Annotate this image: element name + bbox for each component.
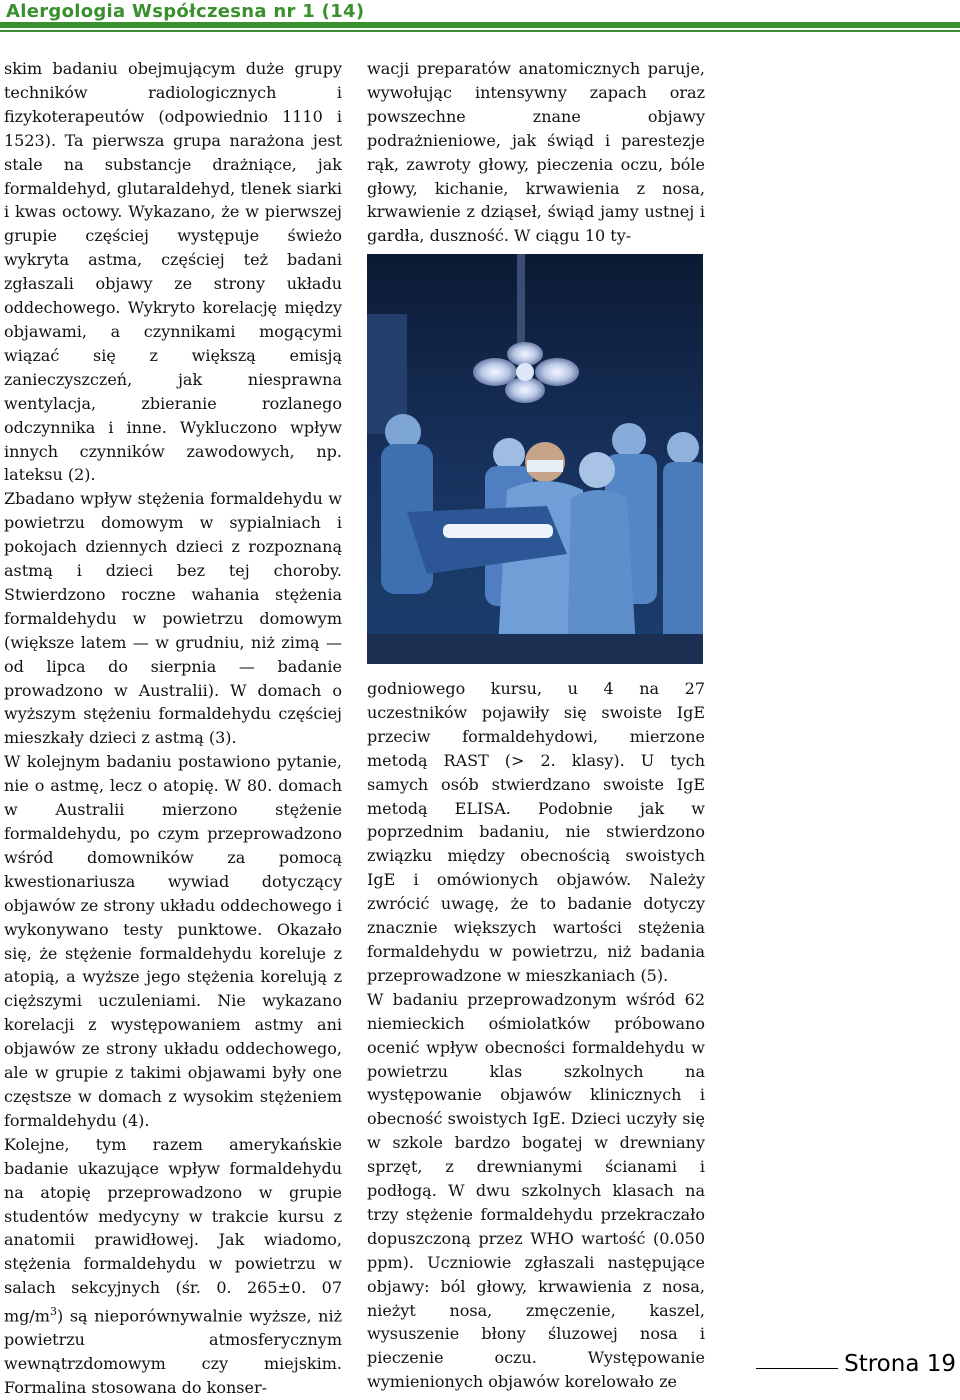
header-rule-thin [0,30,960,32]
right-column-top [367,57,705,248]
left-paragraph-2: Zbadano wpływ stężenia formaldehydu w powietrzu domowym w sypialniach i pokojach dziennych dzieci z rozpoznaną astmą i dzieci bez tej choroby. Stwierdzono roczne wahania stężenia formaldehydu w powietrzu domowym (większe latem — w grudniu, niż zimą — od lipca do sierpnia — badanie prowadzono w Australii). W domach o wyższym stężeniu formaldehydu częściej mieszkały dzieci z astmą (3). [4,489,342,748]
left-paragraph-1: skim badaniu obejmującym duże grupy techników radiologicznych i fizykoterapeutów (odpowiednio 1110 i 1523). Ta pierwsza grupa narażona jest stale na substancje drażniące, jak formaldehyd, glutaraldehyd, tlenek siarki i kwas octowy. Wykazano, że w pierwszej grupie częściej występuje świeżo wykryta astma, częściej też badani zgłaszali objawy ze strony układu oddechowego. Wykryto korelację między objawami, a czynnikami mogącymi wiązać się z większą emisją zanieczyszczeń, jak niesprawna wentylacja, zbieranie rozlanego odczynnika i inne. Wykluczono wpływ innych czynników zawodowych, np. lateksu (2). [4,59,342,485]
right-paragraph-2: W badaniu przeprowadzonym wśród 62 niemieckich ośmiolatków próbowano ocenić wpływ obecności formaldehydu w powietrzu klas szkolnych na występowanie objawów klinicznych i obecność swoistych IgE. Dzieci uczyły się w szkole bardzo bogatej w drewniany sprzęt, z drewnianymi ścianami i podłogą. W dwu szkolnych klasach na trzy stężenie formaldehydu przekraczało dopuszczoną przez WHO wartość (0.050 ppm). Uczniowie zgłaszali następujące objawy: ból głowy, krwawienia z nosa, nieżyt nosa, zmęczenie, kaszel, wysuszenie błony śluzowej nosa i pieczenie oczu. Występowanie wymienionych objawów korelowało ze [367,989,705,1392]
page-number: Strona 19 [844,1351,956,1377]
left-paragraph-4-tail: ) są nieporównywalnie wyższe, niż powietrzu atmosferycznym wewnątrzdomowym czy miejskim. Formalina stosowana do konser- [4,1306,342,1398]
right-paragraph-1: godniowego kursu, u 4 na 27 uczestników pojawiły się swoiste IgE przeciw formaldehydowi, mierzone metodą RAST (> 2. klasy). U tych samych osób stwierdzano swoiste IgE metodą ELISA. Podobnie jak w poprzednim badaniu, nie stwierdzono związku między obecnością swoistych IgE i omówionych objawów. Należy zwrócić uwagę, że to badanie dotyczy znacznie większych wartości stężenia formaldehydu w powietrzu, niż badania przeprowadzone w mieszkaniach (5). [367,679,705,985]
left-paragraph-4-text: Kolejne, tym razem amerykańskie badanie ukazujące wpływ formaldehydu na atopię przeprowadzono w grupie studentów medycyny w trakcie kursu z anatomii prawidłowej. Jak wiadomo, stężenia formaldehydu w powietrzu w salach sekcyjnych (śr. 0. 265±0. 07 mg/m [4,1134,342,1326]
header-rule [0,22,960,28]
page-footer [756,1351,956,1377]
journal-title: Alergologia Współczesna nr 1 (14) [6,0,365,22]
operating-room-photo [367,254,703,664]
superscript-3: 3 [49,1305,57,1319]
left-column [4,57,342,1400]
left-paragraph-3: W kolejnym badaniu postawiono pytanie, nie o astmę, lecz o atopię. W 80. domach w Australii mierzono stężenie formaldehydu, po czym przeprowadzono wśród domowników za pomocą kwestionariusza wywiad dotyczący objawów ze strony układu oddechowego i wykonywano testy punktowe. Okazało się, że stężenie formaldehydu koreluje z atopią, a wyższe jego stężenia korelują z cięższymi uczuleniami. Nie wykazano korelacji z występowaniem astmy ani objawów ze strony układu oddechowego, ale w grupie z takimi objawami były one częstsze w domach z wysokim stężeniem formaldehydu (4). [4,752,342,1130]
right-column-bottom [367,677,705,1394]
journal-header [0,0,960,22]
footer-rule [756,1368,838,1369]
left-paragraph-4 [4,1133,342,1400]
right-paragraph-top: wacji preparatów anatomicznych paruje, wywołując intensywny zapach oraz powszechne znane objawy podrażnieniowe, jak świąd i parestezje rąk, zawroty głowy, pieczenia oczu, bóle głowy, kichanie, krwawienia z nosa, krwawienie z dziąseł, świąd jamy ustnej i gardła, duszność. W ciągu 10 ty- [367,59,705,246]
